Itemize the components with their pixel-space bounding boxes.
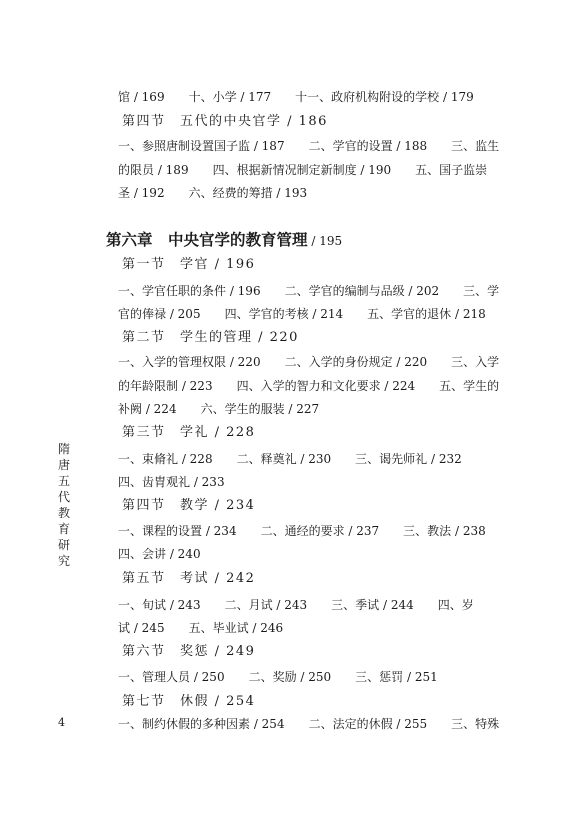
running-title-vertical: [57, 441, 71, 569]
running-title-char: 五: [57, 474, 70, 488]
toc-entry-line: 一、参照唐制设置国子监 / 187 二、学官的设置 / 188 三、监生: [118, 139, 500, 153]
running-title-char: 唐: [57, 458, 70, 472]
toc-section-heading: 第一节 学官 / 196: [122, 257, 256, 272]
toc-entry-line: 试 / 245 五、毕业试 / 246: [118, 621, 284, 635]
toc-entry-line: 一、入学的管理权限 / 220 二、入学的身份规定 / 220 三、入学: [118, 355, 500, 369]
toc-entry-line: 四、齿胄观礼 / 233: [118, 475, 225, 489]
toc-entry-line: 的限员 / 189 四、根据新情况制定新制度 / 190 五、国子监崇: [118, 163, 488, 177]
toc-entry-line: 补阙 / 224 六、学生的服装 / 227: [118, 402, 320, 416]
toc-entry-line: 一、管理人员 / 250 二、奖励 / 250 三、惩罚 / 251: [118, 670, 438, 684]
toc-entry-line: 一、制约休假的多种因素 / 254 二、法定的休假 / 255 三、特殊: [118, 717, 500, 731]
toc-entry-line: 官的俸禄 / 205 四、学官的考核 / 214 五、学官的退休 / 218: [118, 307, 486, 321]
toc-section-heading: 第六节 奖惩 / 249: [122, 644, 256, 659]
toc-section-heading: 第七节 休假 / 254: [122, 694, 256, 709]
toc-entry-line: 的年龄限制 / 223 四、入学的智力和文化要求 / 224 五、学生的: [118, 379, 500, 393]
running-title-char: 研: [57, 538, 70, 552]
running-title-char: 究: [57, 554, 70, 568]
toc-chapter-heading: [106, 230, 342, 251]
running-title-char: 隋: [57, 442, 70, 456]
toc-section-heading: 第四节 教学 / 234: [122, 498, 256, 513]
toc-entry-line: 一、束脩礼 / 228 二、释奠礼 / 230 三、谒先师礼 / 232: [118, 452, 462, 466]
running-title-char: 代: [57, 490, 70, 504]
toc-entry-line: 一、旬试 / 243 二、月试 / 243 三、季试 / 244 四、岁: [118, 598, 474, 612]
chapter-page: / 195: [307, 234, 343, 248]
running-title-char: 育: [57, 522, 70, 536]
toc-section-heading: 第五节 考试 / 242: [122, 571, 256, 586]
toc-entry-line: 馆 / 169 十、小学 / 177 十一、政府机构附设的学校 / 179: [118, 90, 474, 104]
running-title-char: 教: [57, 506, 70, 520]
chapter-title: 第六章 中央官学的教育管理: [106, 230, 308, 249]
toc-section-heading: 第四节 五代的中央官学 / 186: [122, 114, 328, 129]
toc-entry-line: 四、会讲 / 240: [118, 547, 201, 561]
toc-entry-line: 一、课程的设置 / 234 二、通经的要求 / 237 三、教法 / 238: [118, 524, 486, 538]
toc-section-heading: 第二节 学生的管理 / 220: [122, 330, 299, 345]
toc-section-heading: 第三节 学礼 / 228: [122, 425, 256, 440]
page-number: 4: [58, 716, 65, 729]
toc-entry-line: 一、学官任职的条件 / 196 二、学官的编制与品级 / 202 三、学: [118, 284, 500, 298]
toc-entry-line: 圣 / 192 六、经费的筹措 / 193: [118, 186, 308, 200]
